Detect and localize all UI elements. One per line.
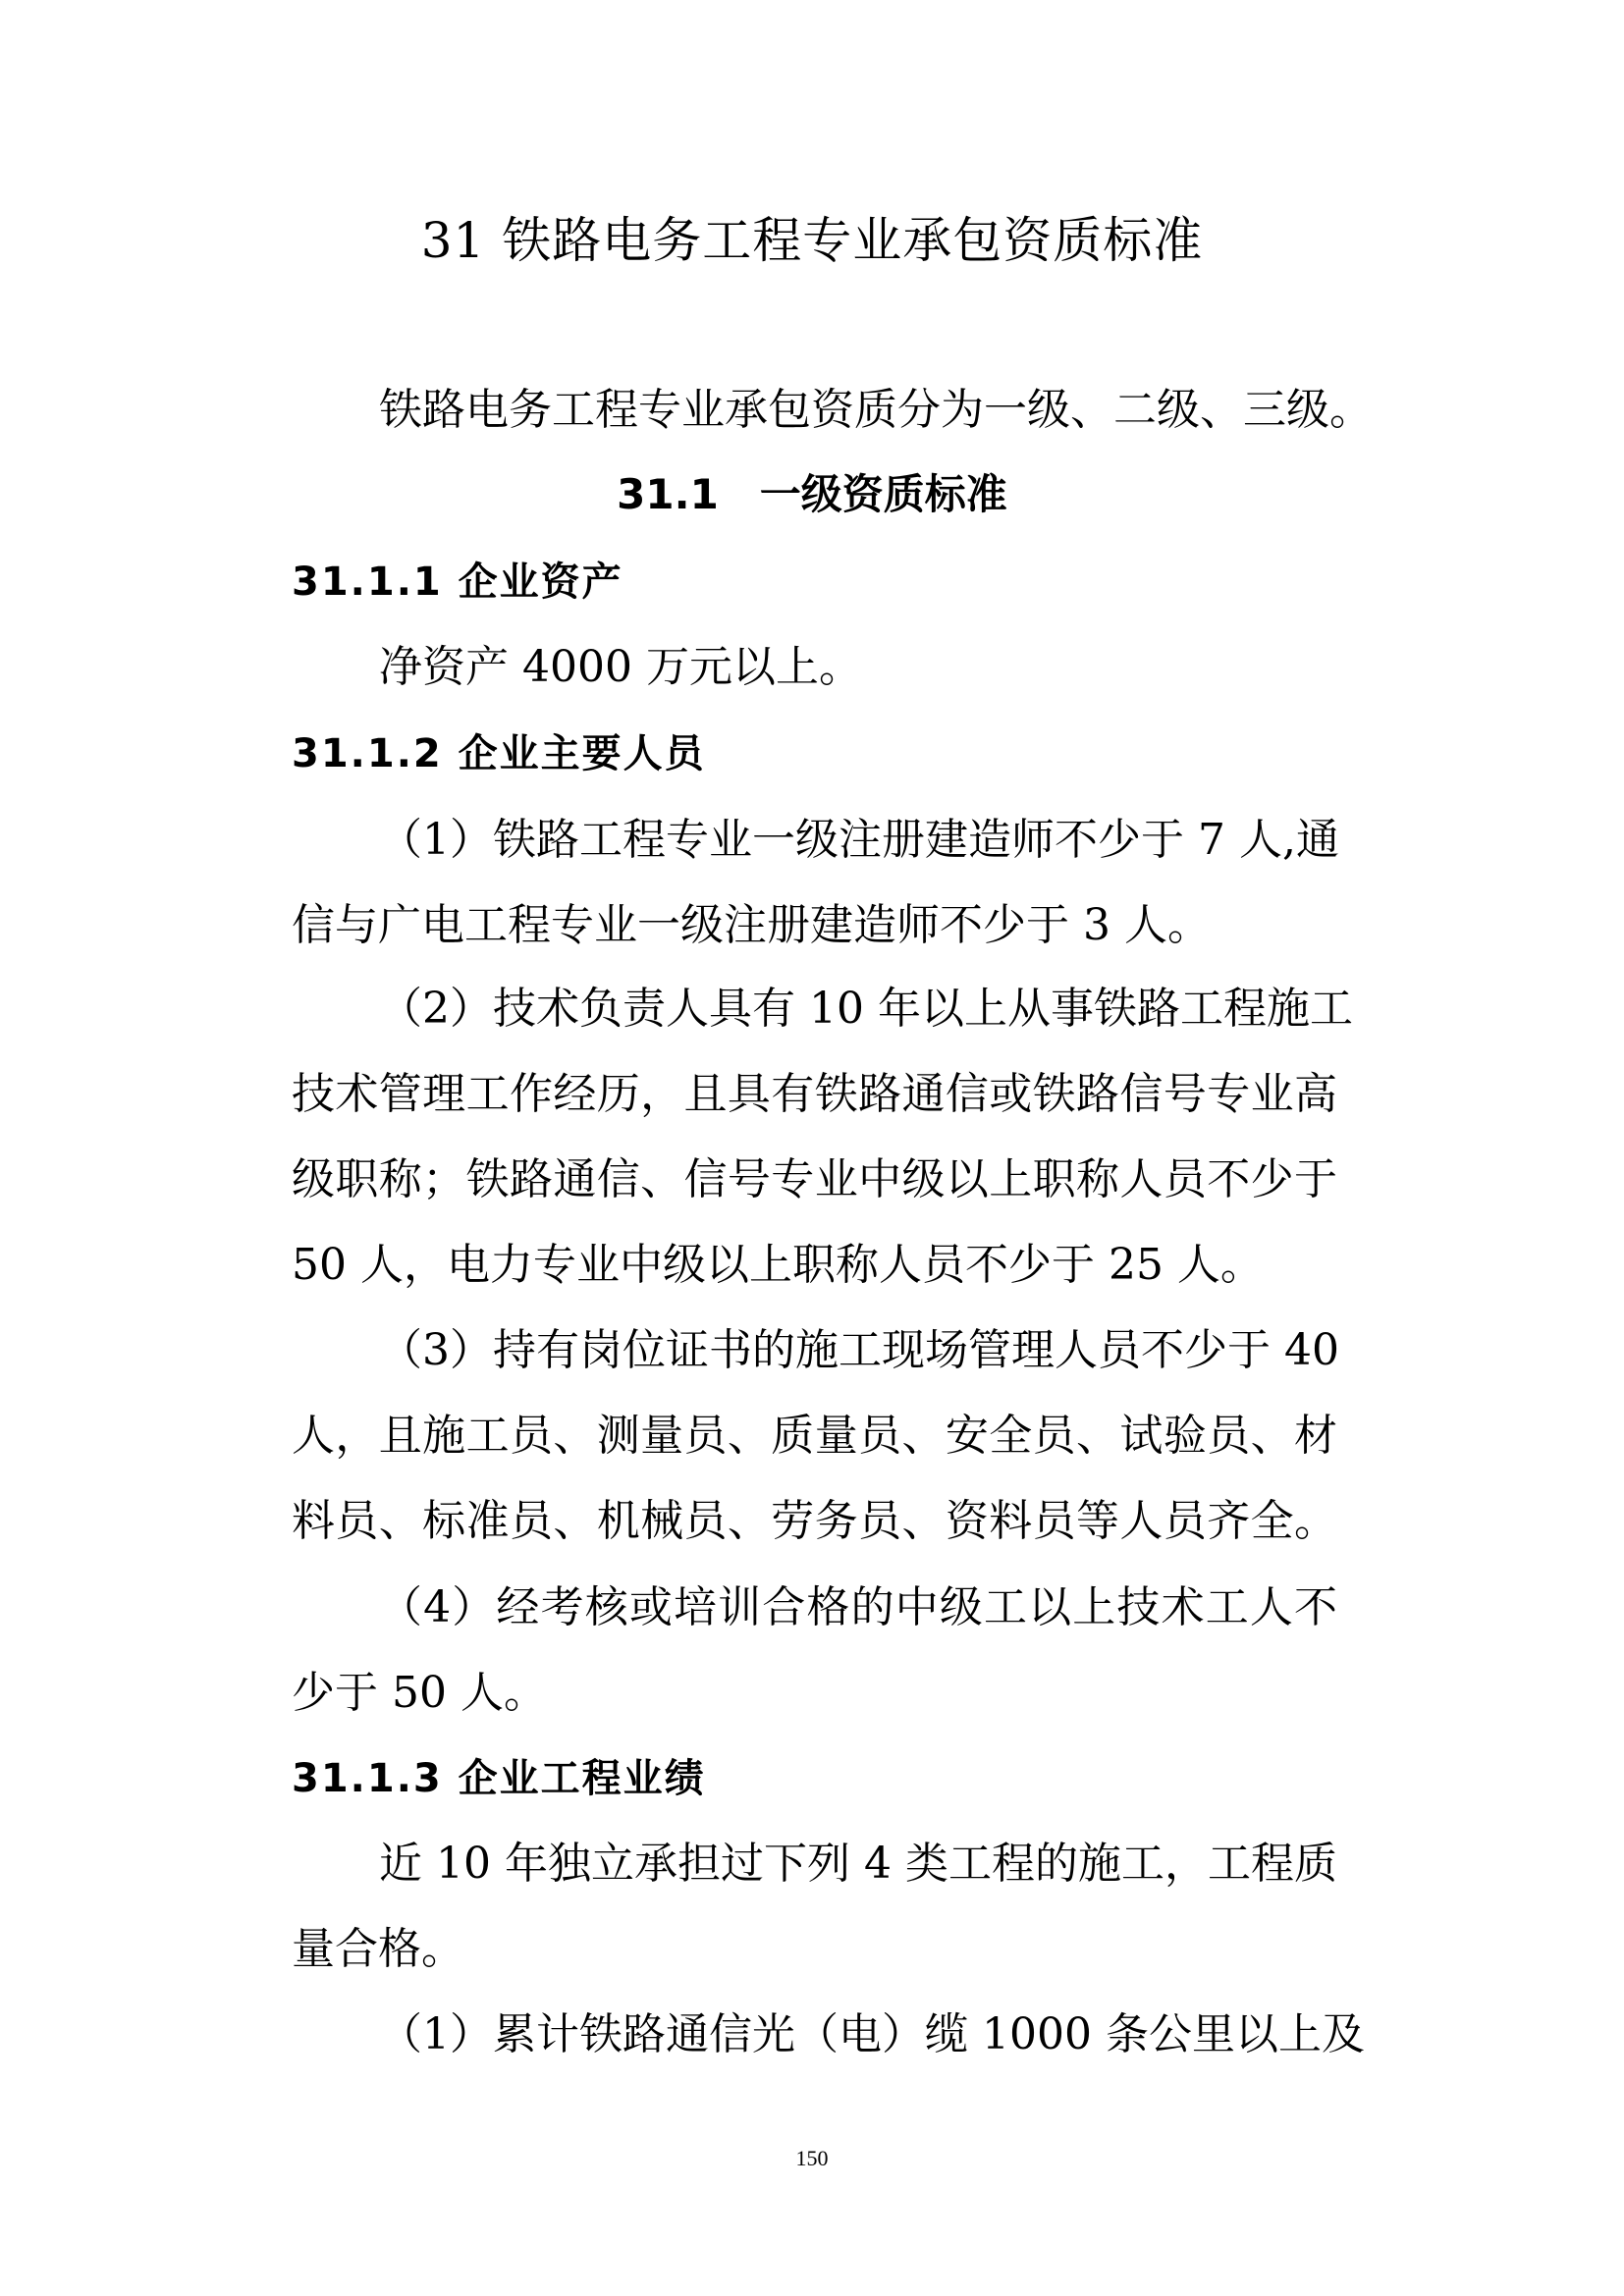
personnel-item-2-line-4: 50 人，电力专业中级以上职称人员不少于 25 人。 xyxy=(292,1240,1264,1290)
personnel-item-2-line-3: 级职称；铁路通信、信号专业中级以上职称人员不少于 xyxy=(292,1154,1337,1204)
section-heading: 31.1 一级资质标准 xyxy=(617,470,1007,518)
performance-text-line-1: 近 10 年独立承担过下列 4 类工程的施工，工程质 xyxy=(379,1839,1337,1889)
personnel-item-2-line-2: 技术管理工作经历，且具有铁路通信或铁路信号专业高 xyxy=(292,1069,1337,1119)
personnel-item-4-line-2: 少于 50 人。 xyxy=(292,1668,547,1718)
performance-heading: 31.1.3 企业工程业绩 xyxy=(292,1756,706,1801)
page-title: 31 铁路电务工程专业承包资质标准 xyxy=(420,212,1204,269)
intro-text: 铁路电务工程专业承包资质分为一级、二级、三级。 xyxy=(379,385,1373,435)
personnel-item-1-line-2: 信与广电工程专业一级注册建造师不少于 3 人。 xyxy=(292,900,1211,950)
personnel-item-2-line-1: （2）技术负责人具有 10 年以上从事铁路工程施工 xyxy=(379,984,1353,1034)
performance-text-line-2: 量合格。 xyxy=(292,1924,464,1974)
personnel-item-3-line-1: （3）持有岗位证书的施工现场管理人员不少于 40 xyxy=(379,1325,1339,1375)
performance-item-1-line-1: （1）累计铁路通信光（电）缆 1000 条公里以上及 xyxy=(379,2009,1365,2059)
assets-text: 净资产 4000 万元以上。 xyxy=(379,642,862,692)
personnel-item-1-line-1: （1）铁路工程专业一级注册建造师不少于 7 人,通 xyxy=(379,815,1339,865)
personnel-item-3-line-2: 人，且施工员、测量员、质量员、安全员、试验员、材 xyxy=(292,1411,1337,1461)
personnel-item-4-line-1: （4）经考核或培训合格的中级工以上技术工人不 xyxy=(379,1582,1337,1632)
personnel-heading: 31.1.2 企业主要人员 xyxy=(292,731,706,776)
page-number: 150 xyxy=(795,2146,829,2170)
personnel-item-3-line-3: 料员、标准员、机械员、劳务员、资料员等人员齐全。 xyxy=(292,1496,1337,1546)
assets-heading: 31.1.1 企业资产 xyxy=(292,560,623,605)
